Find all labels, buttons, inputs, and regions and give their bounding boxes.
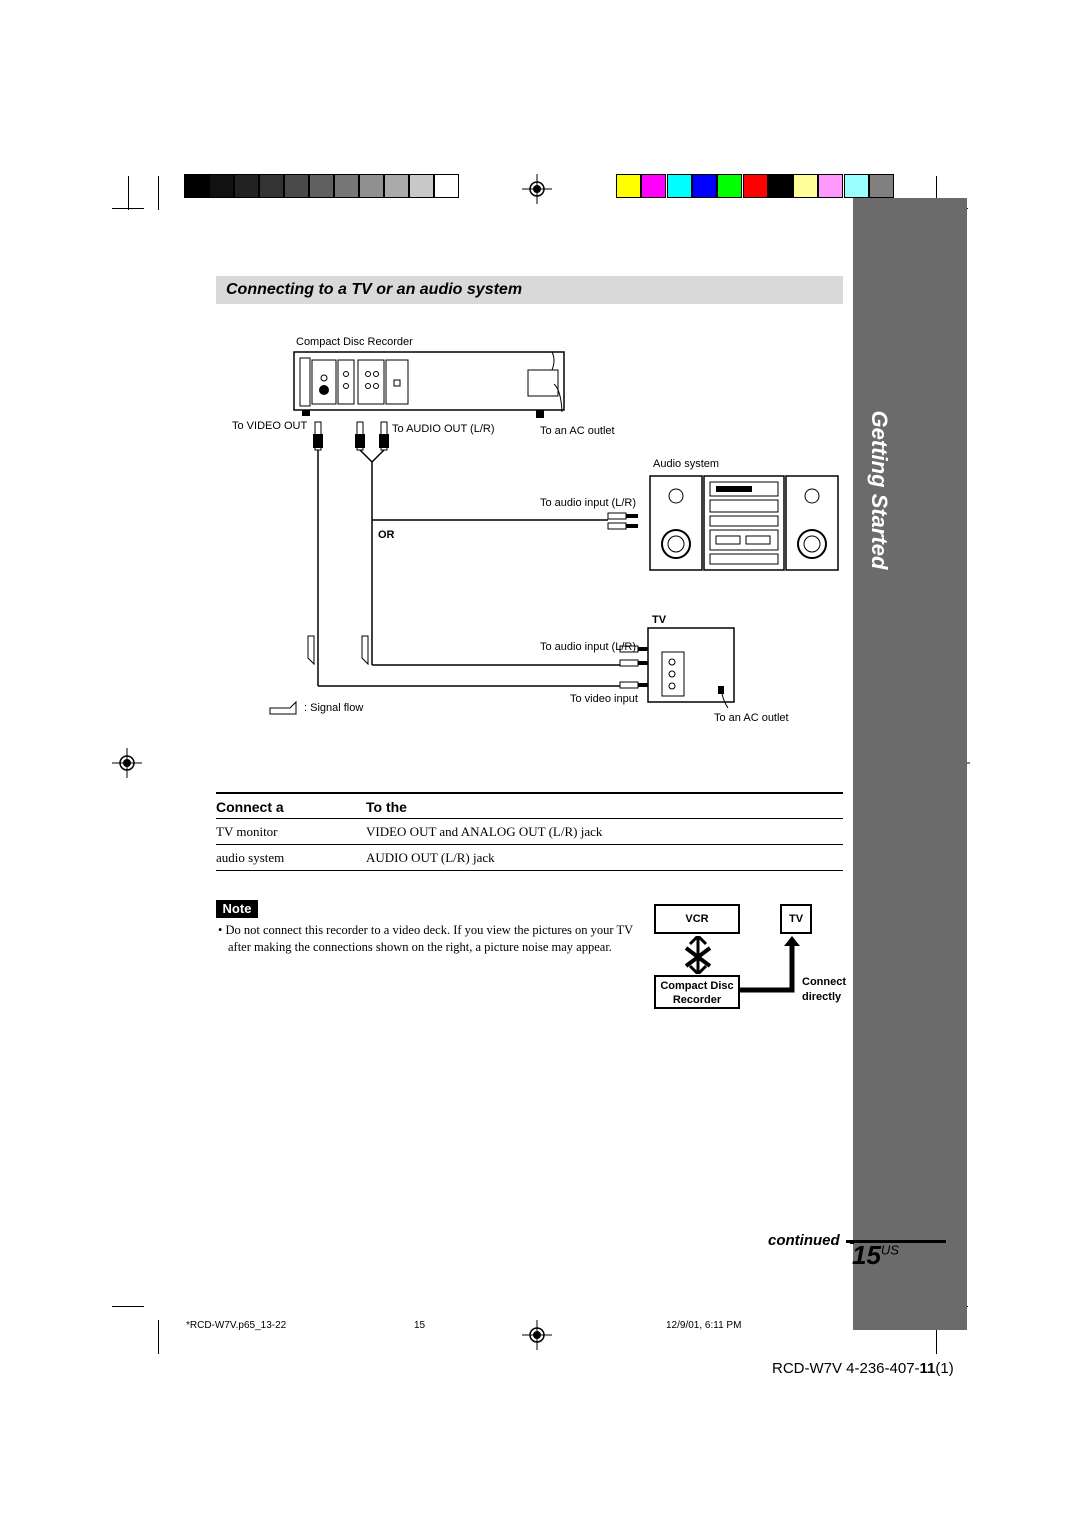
side-tab-band (853, 198, 967, 1330)
crop-mark (112, 1306, 144, 1307)
registration-mark-icon (112, 748, 142, 778)
signal-flow-legend: : Signal flow (304, 702, 364, 714)
table-header-to: To the (366, 793, 843, 819)
footer-date: 12/9/01, 6:11 PM (666, 1320, 742, 1331)
side-tab-label: Getting Started (867, 410, 892, 570)
footer-file: *RCD-W7V.p65_13-22 (186, 1320, 287, 1331)
calibration-swatch (234, 174, 259, 198)
tv-label: TV (652, 614, 667, 626)
page-number-suffix: US (880, 1242, 899, 1258)
crop-mark (128, 176, 129, 210)
calibration-swatch (359, 174, 384, 198)
page-number-value: 15 (852, 1240, 881, 1270)
crop-mark (158, 176, 159, 210)
diagram-lines (216, 330, 843, 730)
calibration-swatch (844, 174, 869, 198)
table-cell: AUDIO OUT (L/R) jack (366, 845, 843, 871)
to-video-input-label: To video input (570, 693, 638, 705)
calibration-swatch (409, 174, 434, 198)
to-ac-outlet-bottom-label: To an AC outlet (714, 712, 789, 724)
tv-box (780, 904, 812, 934)
to-audio-out-label: To AUDIO OUT (L/R) (392, 423, 495, 435)
calibration-swatch (209, 174, 234, 198)
to-ac-outlet-top-label: To an AC outlet (540, 425, 615, 437)
section-header (216, 276, 843, 306)
no-connection-icon (680, 936, 716, 974)
direct-connection-arrow-icon (740, 934, 800, 996)
model-suffix: (1) (935, 1360, 954, 1377)
calibration-swatch (743, 174, 768, 198)
model-bold: 11 (919, 1360, 936, 1377)
connection-table (216, 792, 843, 871)
tv-label: TV (788, 913, 804, 925)
calibration-swatch (259, 174, 284, 198)
calibration-swatch (184, 174, 209, 198)
vcr-box (654, 904, 740, 934)
calibration-swatch (667, 174, 692, 198)
table-row (216, 819, 843, 845)
cd-recorder-line2: Recorder (672, 994, 722, 1006)
calibration-swatch (309, 174, 334, 198)
calibration-swatch (692, 174, 717, 198)
calibration-swatch (616, 174, 641, 198)
calibration-swatch (818, 174, 843, 198)
to-audio-input-label-1: To audio input (L/R) (540, 497, 636, 509)
to-video-out-label: To VIDEO OUT (232, 420, 308, 432)
calibration-swatch (641, 174, 666, 198)
crop-mark (158, 1320, 159, 1354)
table-row (216, 845, 843, 871)
audio-system-label: Audio system (653, 458, 720, 470)
calibration-swatch (793, 174, 818, 198)
model-prefix: RCD-W7V 4-236-407- (772, 1360, 920, 1377)
registration-mark-icon (522, 174, 552, 204)
calibration-swatch (284, 174, 309, 198)
calibration-swatch (869, 174, 894, 198)
note-tag: Note (216, 900, 258, 918)
cd-recorder-label: Compact Disc Recorder (296, 336, 413, 348)
table-cell: audio system (216, 845, 366, 871)
calibration-swatch (384, 174, 409, 198)
side-tab (864, 410, 894, 570)
cd-recorder-box (654, 975, 740, 1009)
calibration-swatch (717, 174, 742, 198)
section-title: Connecting to a TV or an audio system (226, 281, 523, 298)
footer-page: 15 (414, 1320, 426, 1331)
calibration-swatch (434, 174, 459, 198)
connect-directly-line1: Connect (802, 976, 846, 988)
table-cell: TV monitor (216, 819, 366, 845)
table-header-connect: Connect a (216, 793, 366, 819)
table-cell: VIDEO OUT and ANALOG OUT (L/R) jack (366, 819, 843, 845)
continued-label: continued (768, 1232, 840, 1249)
vcr-label: VCR (685, 913, 709, 925)
calibration-swatch (334, 174, 359, 198)
or-label: OR (378, 529, 395, 541)
registration-mark-icon (522, 1320, 552, 1350)
model-number (772, 1360, 954, 1377)
page-number (852, 1240, 899, 1271)
to-audio-input-label-2: To audio input (L/R) (540, 641, 636, 653)
calibration-swatch (768, 174, 793, 198)
connect-directly-line2: directly (802, 991, 842, 1003)
cd-recorder-line1: Compact Disc (660, 980, 734, 992)
note-text: • Do not connect this recorder to a video deck. If you view the pictures on your TV after making the connections shown on the right, a picture noise may appear. (218, 923, 633, 954)
